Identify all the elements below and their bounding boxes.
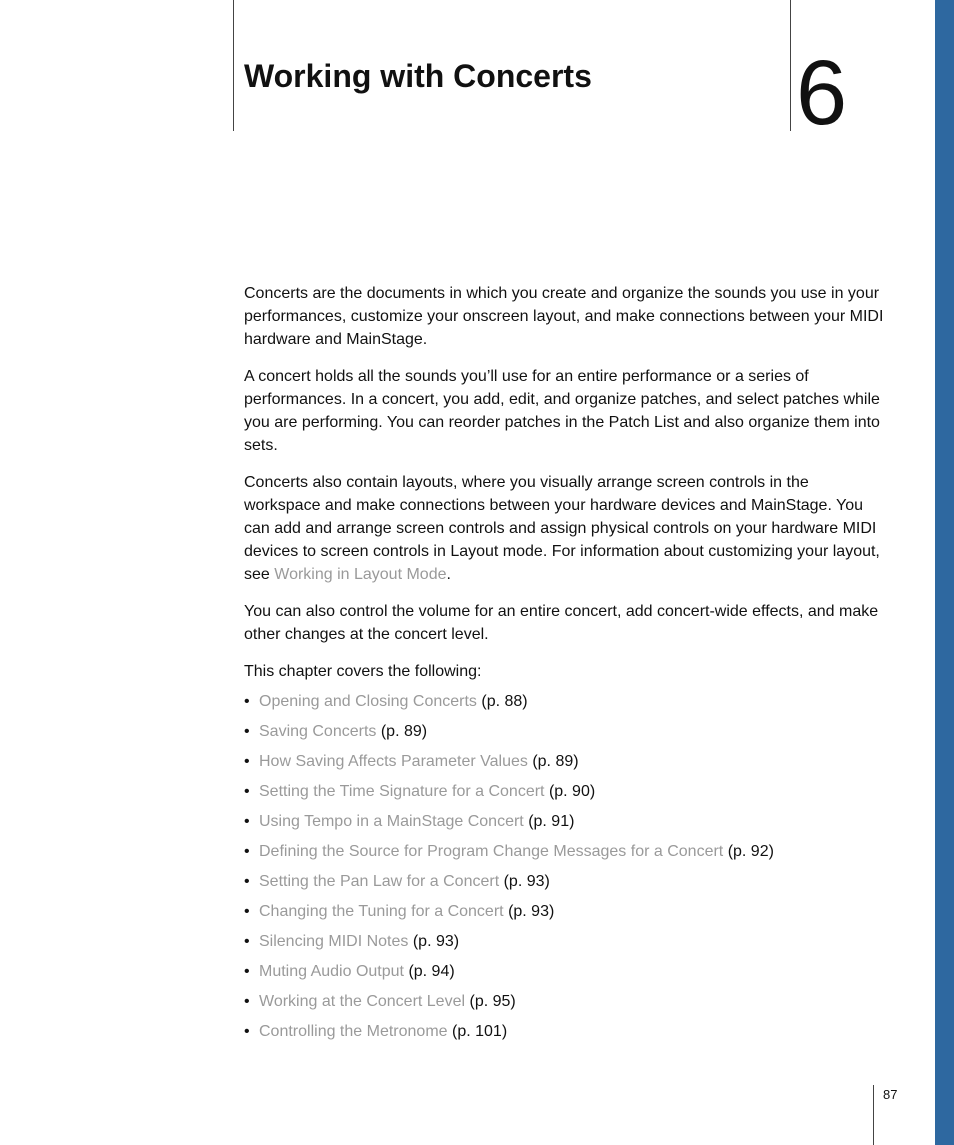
chapter-number: 6 bbox=[796, 42, 848, 144]
side-color-stripe bbox=[935, 0, 954, 1145]
toc-item bbox=[244, 840, 884, 863]
layout-mode-link[interactable]: Working in Layout Mode bbox=[274, 566, 447, 583]
toc-link[interactable]: Defining the Source for Program Change Messages for a Concert bbox=[259, 843, 724, 860]
bullet: • bbox=[244, 783, 250, 800]
toc-item bbox=[244, 960, 884, 983]
bullet: • bbox=[244, 813, 250, 830]
toc-item bbox=[244, 810, 884, 833]
toc-link[interactable]: Changing the Tuning for a Concert bbox=[259, 903, 504, 920]
bullet: • bbox=[244, 1023, 250, 1040]
toc-page-ref: (p. 92) bbox=[727, 843, 774, 860]
toc-page-ref: (p. 93) bbox=[412, 933, 460, 950]
paragraph-1: Concerts are the documents in which you create and organize the sounds you use in your performances, customize your onscreen layout, and make connections between your MIDI hardware and MainStage. bbox=[244, 285, 884, 348]
toc-link[interactable]: Setting the Time Signature for a Concert bbox=[259, 783, 545, 800]
paragraph-3-end: . bbox=[446, 566, 451, 583]
toc-link[interactable]: Working at the Concert Level bbox=[259, 993, 466, 1010]
toc-link[interactable]: Saving Concerts bbox=[259, 723, 377, 740]
toc-page-ref: (p. 93) bbox=[503, 873, 550, 890]
toc-item bbox=[244, 990, 884, 1013]
toc-item bbox=[244, 690, 884, 713]
toc-item bbox=[244, 1020, 884, 1043]
toc-page-ref: (p. 89) bbox=[380, 723, 428, 740]
bullet: • bbox=[244, 933, 250, 950]
toc-page-ref: (p. 94) bbox=[408, 963, 455, 980]
bullet: • bbox=[244, 963, 250, 980]
paragraph-4: You can also control the volume for an entire concert, add concert-wide effects, and make other changes at the concert level. bbox=[244, 603, 879, 643]
bullet: • bbox=[244, 993, 250, 1010]
bullet: • bbox=[244, 723, 250, 740]
toc-link[interactable]: Opening and Closing Concerts bbox=[259, 693, 477, 710]
toc-item bbox=[244, 720, 884, 743]
toc-item bbox=[244, 870, 884, 893]
header-divider-left bbox=[233, 0, 234, 131]
toc-link[interactable]: Controlling the Metronome bbox=[259, 1023, 448, 1040]
bullet: • bbox=[244, 843, 250, 860]
toc-page-ref: (p. 89) bbox=[532, 753, 579, 770]
bullet: • bbox=[244, 903, 250, 920]
page-number: 87 bbox=[883, 1087, 898, 1102]
toc-intro: This chapter covers the following: bbox=[244, 663, 482, 680]
toc-item bbox=[244, 900, 884, 923]
toc-item bbox=[244, 930, 884, 953]
bullet: • bbox=[244, 753, 250, 770]
bullet: • bbox=[244, 873, 250, 890]
toc-page-ref: (p. 90) bbox=[548, 783, 596, 800]
toc-page-ref: (p. 88) bbox=[481, 693, 528, 710]
toc-link[interactable]: Using Tempo in a MainStage Concert bbox=[259, 813, 524, 830]
paragraph-3 bbox=[244, 471, 884, 586]
header-divider-right bbox=[790, 0, 791, 131]
toc-item bbox=[244, 780, 884, 803]
paragraph-3-text: Concerts also contain layouts, where you visually arrange screen controls in the workspace and make connections between your hardware devices and MainStage. You can add and arrange screen controls and assign physical controls on your hardware MIDI devices to screen controls in Layout mode. For information about customizing your layout, see bbox=[244, 474, 880, 583]
toc-link[interactable]: Setting the Pan Law for a Concert bbox=[259, 873, 500, 890]
toc-page-ref: (p. 95) bbox=[469, 993, 516, 1010]
toc-link[interactable]: Silencing MIDI Notes bbox=[259, 933, 409, 950]
toc-list bbox=[244, 690, 884, 1043]
toc-page-ref: (p. 101) bbox=[452, 1023, 508, 1040]
toc-item bbox=[244, 750, 884, 773]
toc-link[interactable]: How Saving Affects Parameter Values bbox=[259, 753, 528, 770]
toc-page-ref: (p. 93) bbox=[508, 903, 555, 920]
bullet: • bbox=[244, 693, 250, 710]
toc-page-ref: (p. 91) bbox=[528, 813, 575, 830]
paragraph-2: A concert holds all the sounds you’ll use for an entire performance or a series of performances. In a concert, you add, edit, and organize patches, and select patches while you are performing. You can reorder patches in the Patch List and also organize them into sets. bbox=[244, 368, 880, 454]
chapter-body bbox=[244, 282, 884, 1050]
toc-link[interactable]: Muting Audio Output bbox=[259, 963, 404, 980]
chapter-title: Working with Concerts bbox=[244, 58, 592, 94]
footer-divider bbox=[873, 1085, 874, 1145]
